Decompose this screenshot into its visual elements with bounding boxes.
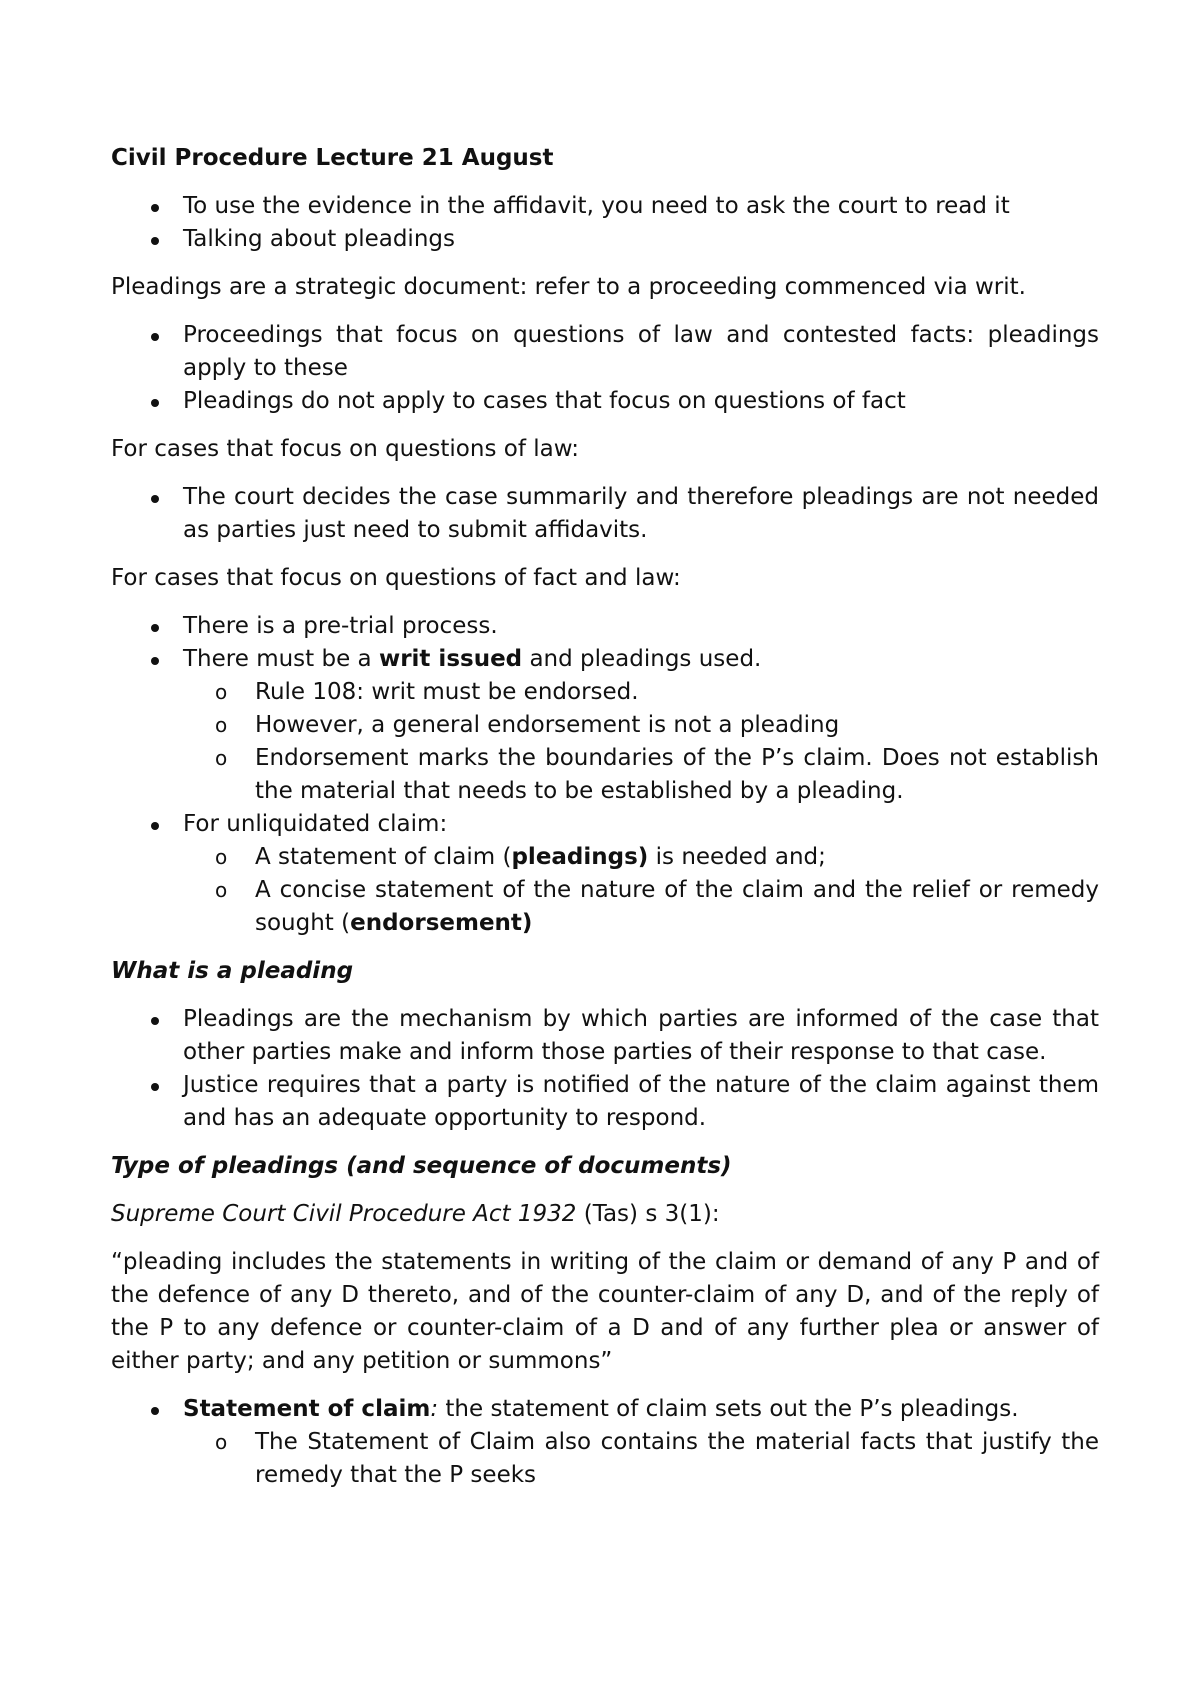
paragraph-fact-law-cases: For cases that focus on questions of fact and law: [111,565,681,591]
section-heading-type-of-pleadings: Type of pleadings (and sequence of documents) [111,1153,732,1179]
bullet-icon [151,624,159,632]
bullet-icon [151,237,159,245]
list-item: There is a pre-trial process. [111,610,1099,643]
statement-of-claim-sub-list [183,1426,1099,1492]
section-heading-what-is-pleading: What is a pleading [111,958,354,984]
statute-citation: Supreme Court Civil Procedure Act 1932 (Tas) s 3(1): [111,1201,720,1227]
circle-bullet-icon: o [215,746,228,770]
intro-bullet-list [111,190,1099,256]
list-item: Proceedings that focus on questions of law and contested facts: pleadings apply to these [111,319,1099,385]
sub-list-item: o However, a general endorsement is not a pleading [183,709,1099,742]
writ-sub-list [183,676,1099,808]
bullet-icon [151,1017,159,1025]
emphasis-endorsement: endorsement) [350,910,533,936]
list-item: To use the evidence in the affidavit, you need to ask the court to read it [111,190,1099,223]
statute-quote: “pleading includes the statements in writing of the claim or demand of any P and of the defence of any D thereto, and of the counter-claim of any D, and of the reply of the P to any defence or counter-claim of a D and of any further plea or answer of either party; and any petition or summons” [111,1249,1099,1374]
list-item: Statement of claim: the statement of claim sets out the P’s pleadings. o The Statement of Claim also contains the material facts that justify the remedy that the P seeks [111,1393,1099,1492]
document-title: Civil Procedure Lecture 21 August [111,145,554,171]
document-body [111,142,1099,1507]
emphasis-pleadings: pleadings) [511,844,649,870]
list-item: There must be a writ issued and pleadings used. o Rule 108: writ must be endorsed. o However, a general endorsement is not a pleading o Endorsement marks the boundaries of the P’s claim. Does not establish the material that needs to be established by a pleading. [111,643,1099,808]
sub-list-item: o A concise statement of the nature of the claim and the relief or remedy sought (endorsement) [183,874,1099,940]
bullet-icon [151,657,159,665]
bullet-icon [151,822,159,830]
law-bullet-list [111,481,1099,547]
list-item: The court decides the case summarily and therefore pleadings are not needed as parties just need to submit affidavits. [111,481,1099,547]
circle-bullet-icon: o [215,1430,228,1454]
bullet-icon [151,495,159,503]
emphasis-statement-of-claim: Statement of claim [183,1396,431,1422]
statute-name: Supreme Court Civil Procedure Act 1932 [111,1201,577,1227]
sub-list-item: o Rule 108: writ must be endorsed. [183,676,1099,709]
circle-bullet-icon: o [215,845,228,869]
bullet-icon [151,399,159,407]
bullet-icon [151,204,159,212]
fact-law-bullet-list [111,610,1099,940]
sub-list-item: o The Statement of Claim also contains the material facts that justify the remedy that the P seeks [183,1426,1099,1492]
bullet-icon [151,1407,159,1415]
what-bullet-list [111,1003,1099,1135]
list-item: Pleadings are the mechanism by which parties are informed of the case that other parties make and inform those parties of their response to that case. [111,1003,1099,1069]
list-item: Justice requires that a party is notified of the nature of the claim against them and has an adequate opportunity to respond. [111,1069,1099,1135]
unliquidated-sub-list [183,841,1099,940]
sub-list-item: o Endorsement marks the boundaries of the P’s claim. Does not establish the material that needs to be established by a pleading. [183,742,1099,808]
circle-bullet-icon: o [215,713,228,737]
list-item: For unliquidated claim: o A statement of claim (pleadings) is needed and; o A concise statement of the nature of the claim and the relief or remedy sought (endorsement) [111,808,1099,940]
statement-of-claim-list [111,1393,1099,1492]
list-item: Talking about pleadings [111,223,1099,256]
sub-list-item: o A statement of claim (pleadings) is needed and; [183,841,1099,874]
paragraph-pleadings-strategic: Pleadings are a strategic document: refer to a proceeding commenced via writ. [111,274,1026,300]
bullet-icon [151,1083,159,1091]
bullet-icon [151,333,159,341]
list-item: Pleadings do not apply to cases that focus on questions of fact [111,385,1099,418]
circle-bullet-icon: o [215,680,228,704]
circle-bullet-icon: o [215,878,228,902]
paragraph-law-cases: For cases that focus on questions of law: [111,436,580,462]
strategic-bullet-list [111,319,1099,418]
emphasis-writ-issued: writ issued [378,646,523,672]
